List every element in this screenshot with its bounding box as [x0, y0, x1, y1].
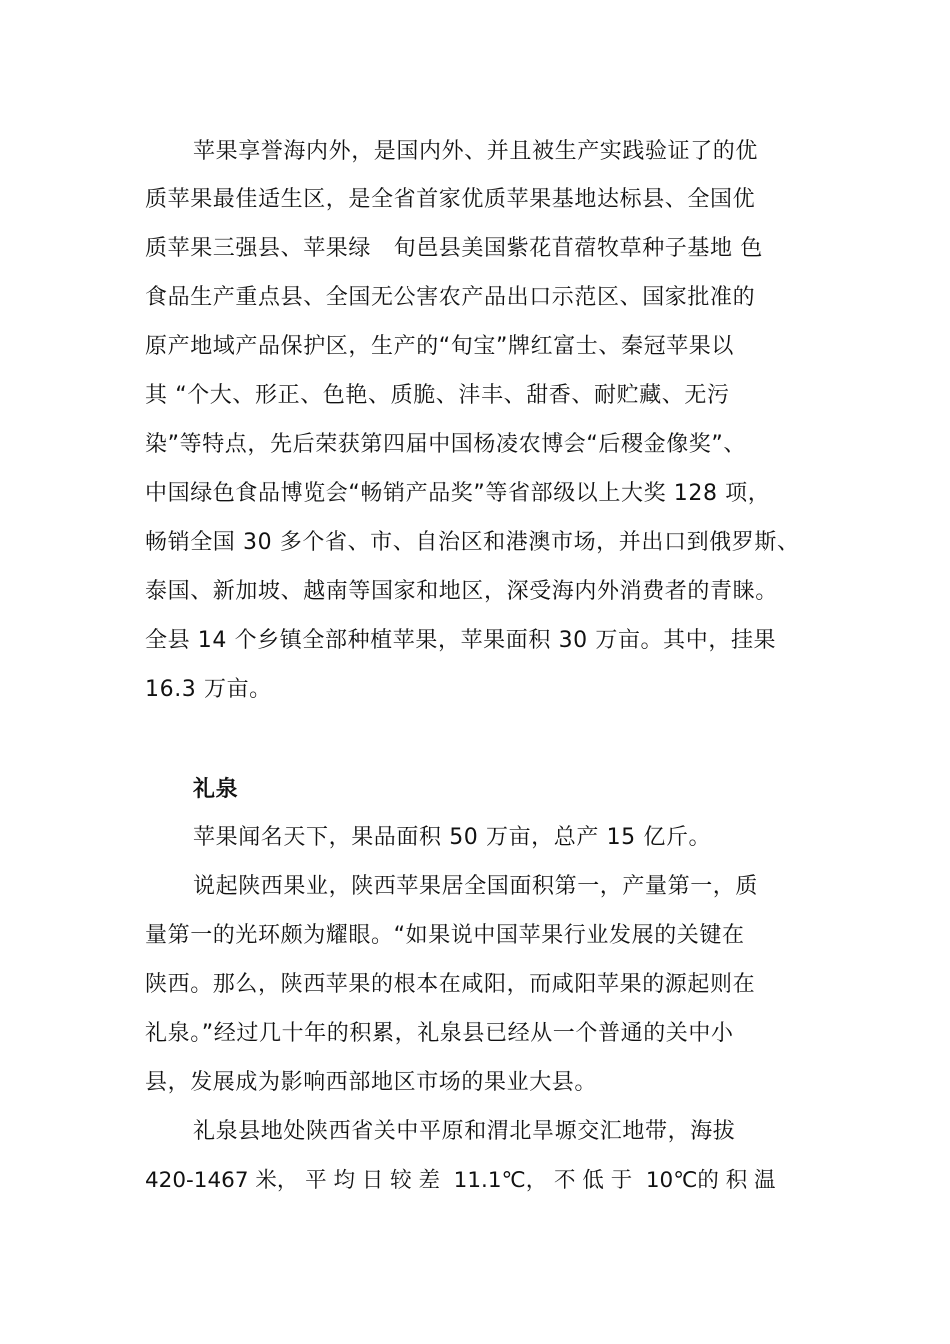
para1-line-1: 苹果享誉海内外，是国内外、并且被生产实践验证了的优 [193, 139, 759, 164]
para4-line-1: 礼泉县地处陕西省关中平原和渭北旱塬交汇地带，海拔 [193, 1119, 736, 1144]
para3-line-2: 量第一的光环颇为耀眼。“如果说中国苹果行业发展的关键在 [145, 923, 745, 948]
section-heading: 礼泉 [193, 777, 239, 802]
para1-line-11: 全县 14 个乡镇全部种植苹果，苹果面积 30 万亩。其中，挂果 [145, 628, 777, 653]
para3-line-3: 陕西。那么，陕西苹果的根本在咸阳，而咸阳苹果的源起则在 [145, 972, 756, 997]
para2-line-1: 苹果闻名天下，果品面积 50 万亩，总产 15 亿斤。 [193, 825, 712, 850]
para3-line-1: 说起陕西果业，陕西苹果居全国面积第一，产量第一，质 [193, 874, 759, 899]
para1-line-3: 质苹果三强县、苹果绿 旬邑县美国紫花苜蓿牧草种子基地 色 [145, 236, 763, 261]
para1-line-4: 食品生产重点县、全国无公害农产品出口示范区、国家批准的 [145, 285, 756, 310]
para1-line-6: 其 “个大、形正、色艳、质脆、沣丰、甜香、耐贮藏、无污 [145, 383, 730, 408]
para3-line-4: 礼泉。”经过几十年的积累，礼泉县已经从一个普通的关中小 [145, 1021, 734, 1046]
para1-line-12: 16.3 万亩。 [145, 677, 272, 702]
para1-line-5: 原产地域产品保护区，生产的“旬宝”牌红富士、秦冠苹果以 [145, 334, 734, 359]
para3-line-5: 县，发展成为影响西部地区市场的果业大县。 [145, 1070, 598, 1095]
para1-line-10: 泰国、新加坡、越南等国家和地区，深受海内外消费者的青睐。 [145, 579, 778, 604]
para1-line-8: 中国绿色食品博览会“畅销产品奖”等省部级以上大奖 128 项， [145, 481, 771, 506]
para1-line-2: 质苹果最佳适生区，是全省首家优质苹果基地达标县、全国优 [145, 187, 756, 212]
para4-line-2: 420-1467 米， 平 均 日 较 差 11.1℃， 不 低 于 10℃的 积 温 [145, 1168, 776, 1193]
para1-line-7: 染”等特点，先后荣获第四届中国杨凌农博会“后稷金像奖”、 [145, 432, 746, 457]
para1-line-9: 畅销全国 30 多个省、市、自治区和港澳市场，并出口到俄罗斯、 [145, 530, 800, 555]
